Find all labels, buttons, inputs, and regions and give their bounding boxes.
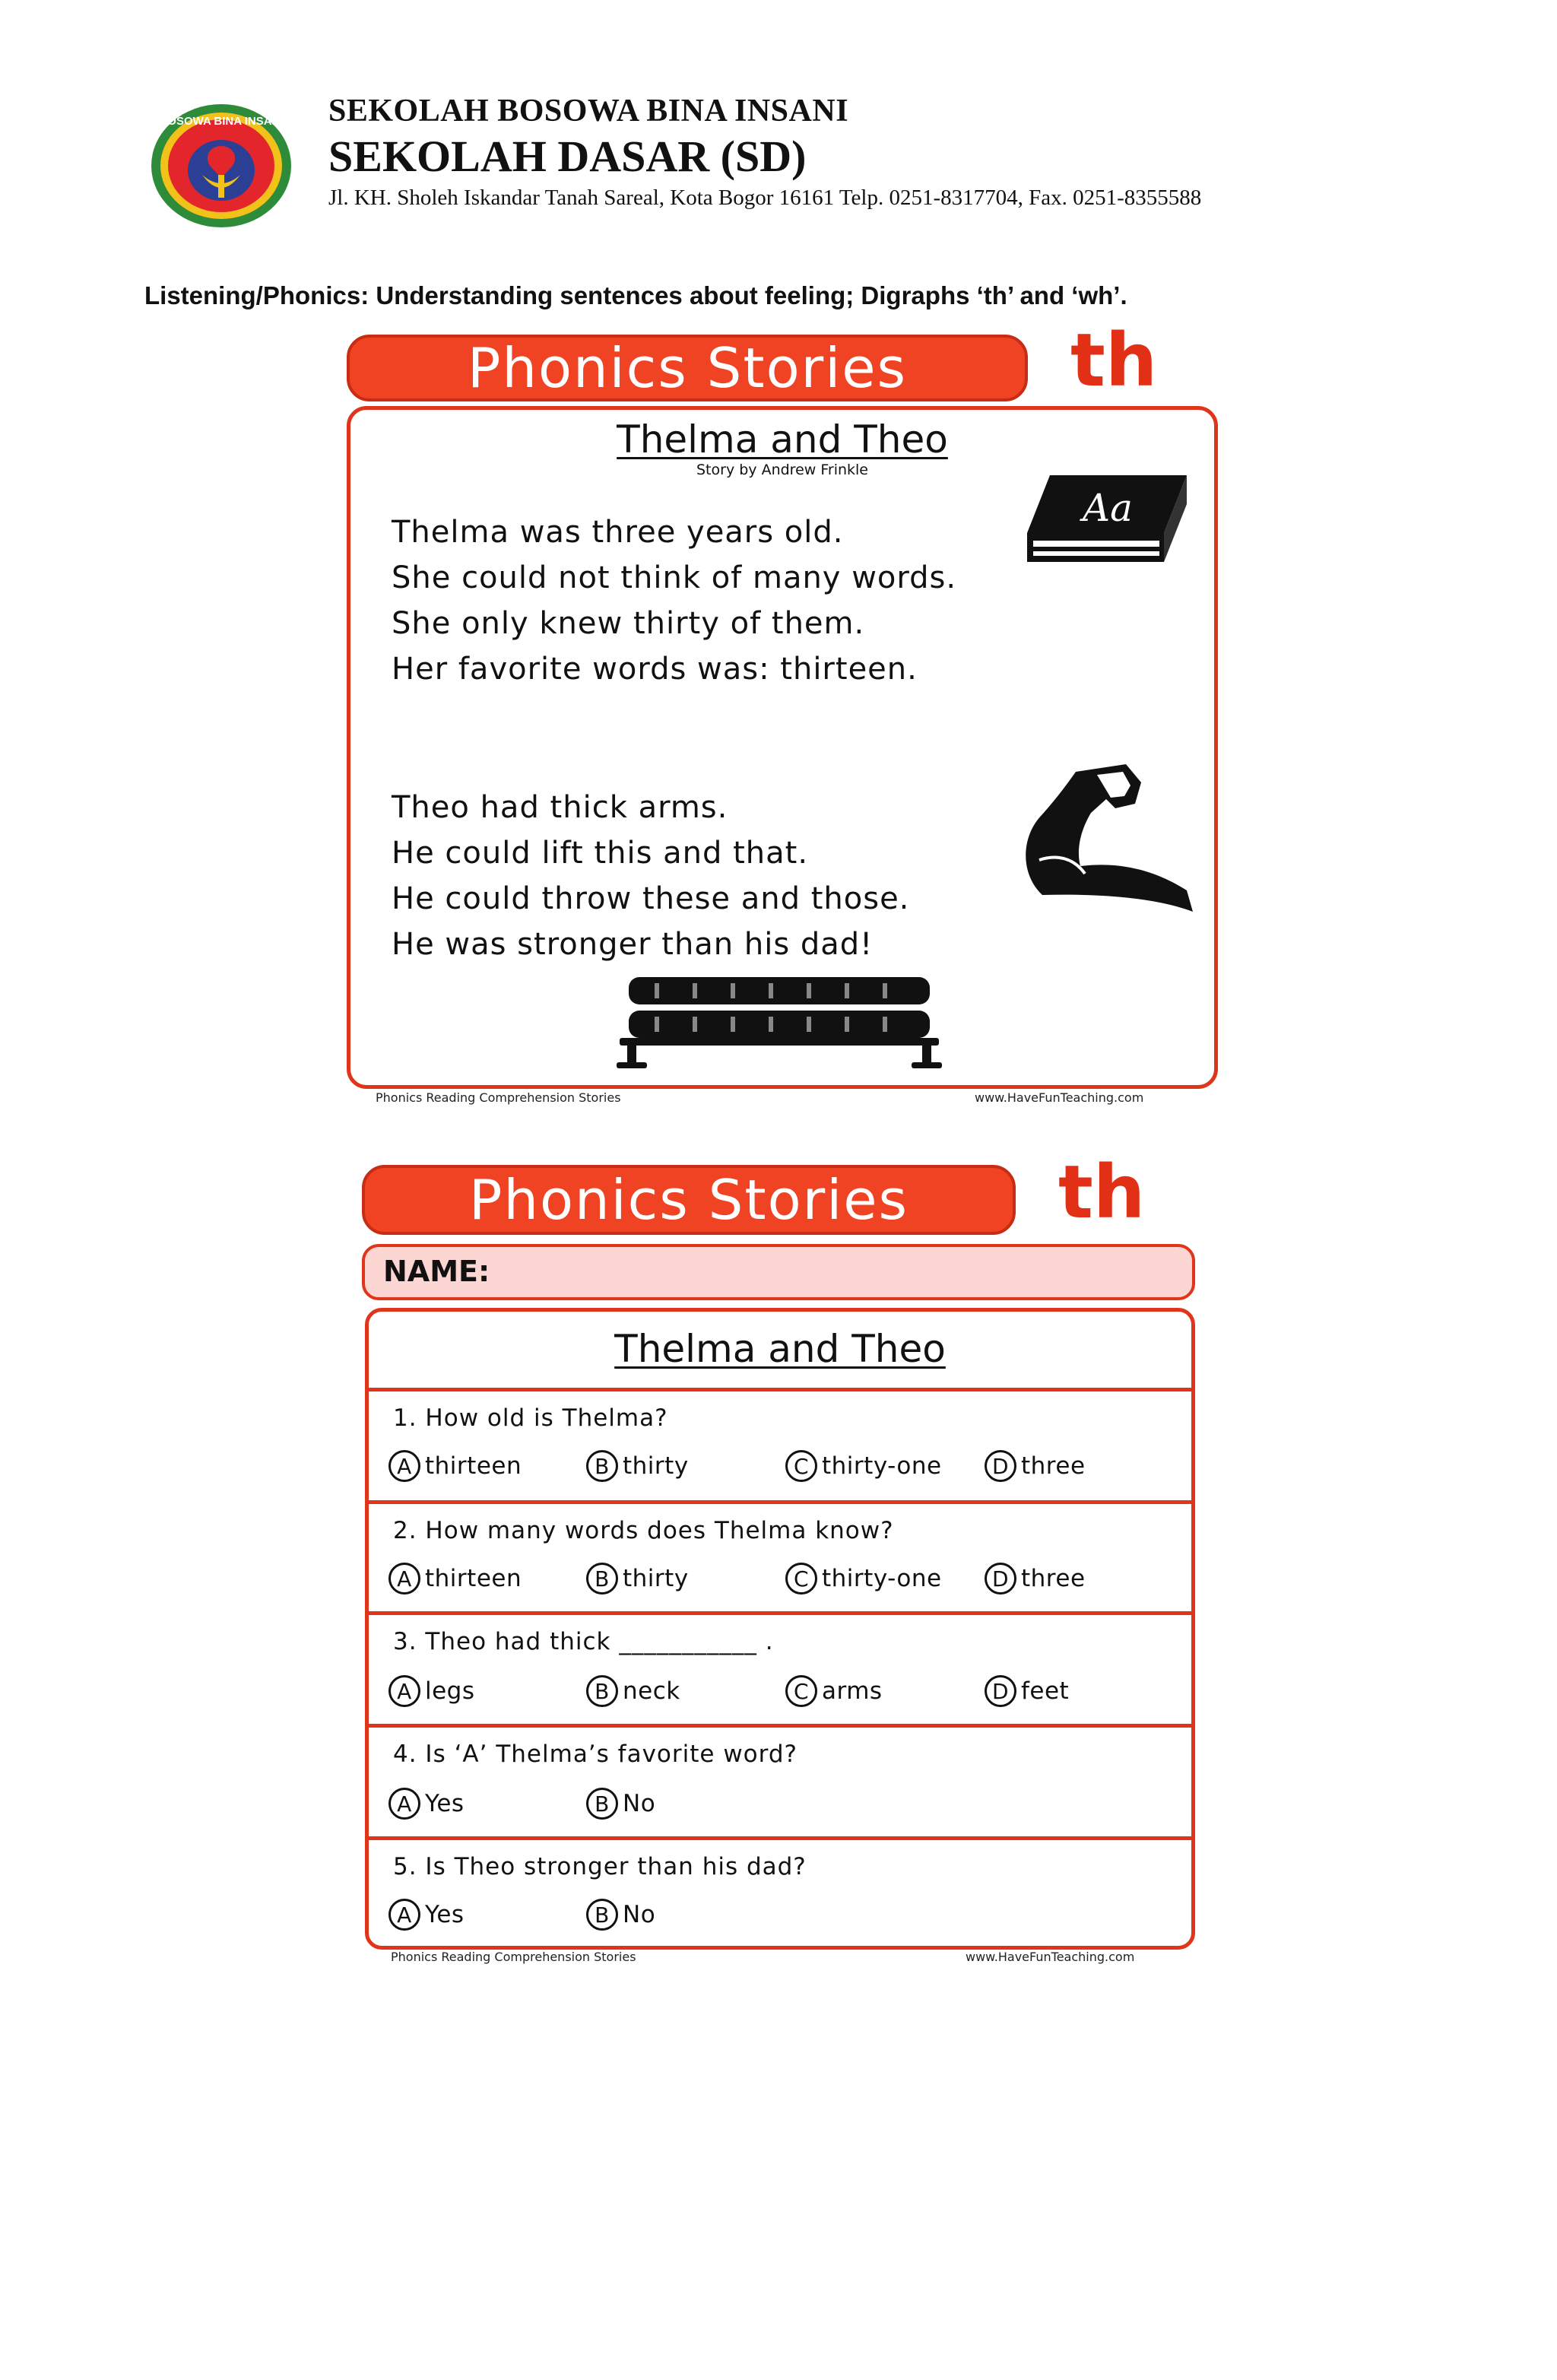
option-circle: D xyxy=(985,1563,1016,1595)
option-circle: C xyxy=(785,1675,817,1707)
option-label: thirteen xyxy=(425,1565,522,1592)
option-label: thirty xyxy=(623,1452,689,1480)
option-label: No xyxy=(623,1790,656,1817)
q2-option-b[interactable] xyxy=(586,1563,689,1595)
quiz-banner: Phonics Stories xyxy=(362,1165,1016,1235)
option-circle: C xyxy=(785,1563,817,1595)
q5-option-a[interactable] xyxy=(388,1899,465,1931)
option-circle: A xyxy=(388,1450,420,1482)
quiz-title: Thelma and Theo xyxy=(614,1327,946,1371)
question-5-text: 5. Is Theo stronger than his dad? xyxy=(393,1853,807,1880)
q1-option-c[interactable] xyxy=(785,1450,942,1482)
option-label: three xyxy=(1021,1452,1086,1480)
story-line: He was stronger than his dad! xyxy=(392,927,874,962)
option-circle: A xyxy=(388,1899,420,1931)
school-level: SEKOLAH DASAR (SD) xyxy=(328,132,807,181)
story-line: Thelma was three years old. xyxy=(392,515,844,550)
question-divider xyxy=(369,1836,1191,1840)
option-label: thirty xyxy=(623,1565,689,1592)
option-label: legs xyxy=(425,1677,475,1705)
story-footer-right: www.HaveFunTeaching.com xyxy=(975,1090,1144,1105)
story-line: She could not think of many words. xyxy=(392,560,957,595)
option-circle: C xyxy=(785,1450,817,1482)
option-label: three xyxy=(1021,1565,1086,1592)
question-divider xyxy=(369,1724,1191,1728)
option-circle: A xyxy=(388,1675,420,1707)
story-card xyxy=(347,406,1218,1089)
option-label: thirteen xyxy=(425,1452,522,1480)
option-circle: B xyxy=(586,1788,618,1820)
quiz-card xyxy=(365,1308,1195,1950)
option-label: neck xyxy=(623,1677,680,1705)
option-label: Yes xyxy=(425,1901,465,1928)
story-line: She only knew thirty of them. xyxy=(392,606,865,641)
option-label: Yes xyxy=(425,1790,465,1817)
option-circle: D xyxy=(985,1450,1016,1482)
q3-option-b[interactable] xyxy=(586,1675,680,1707)
q1-option-b[interactable] xyxy=(586,1450,689,1482)
q3-option-d[interactable] xyxy=(985,1675,1069,1707)
q2-option-c[interactable] xyxy=(785,1563,942,1595)
option-circle: B xyxy=(586,1563,618,1595)
dumbbell-rack-icon xyxy=(617,973,943,1071)
story-line: He could lift this and that. xyxy=(392,836,809,871)
story-footer-left: Phonics Reading Comprehension Stories xyxy=(376,1090,621,1105)
option-label: arms xyxy=(822,1677,883,1705)
story-line: Theo had thick arms. xyxy=(392,790,728,825)
q4-option-b[interactable] xyxy=(586,1788,655,1820)
question-divider xyxy=(369,1500,1191,1504)
muscle-arm-icon xyxy=(1012,760,1202,919)
option-circle: B xyxy=(586,1450,618,1482)
book-icon xyxy=(1023,468,1191,574)
question-3-text: 3. Theo had thick ___________ . xyxy=(393,1628,774,1655)
quiz-footer-left: Phonics Reading Comprehension Stories xyxy=(391,1950,636,1964)
q4-option-a[interactable] xyxy=(388,1788,465,1820)
option-circle: B xyxy=(586,1899,618,1931)
q3-option-a[interactable] xyxy=(388,1675,475,1707)
option-label: No xyxy=(623,1901,656,1928)
story-byline: Story by Andrew Frinkle xyxy=(696,462,868,478)
question-4-text: 4. Is ‘A’ Thelma’s favorite word? xyxy=(393,1741,798,1768)
q1-option-a[interactable] xyxy=(388,1450,522,1482)
name-label: NAME: xyxy=(383,1255,490,1288)
story-digraph: th xyxy=(1070,318,1158,403)
book-letters: Aa xyxy=(1083,486,1133,530)
q5-option-b[interactable] xyxy=(586,1899,655,1931)
story-banner: Phonics Stories xyxy=(347,335,1028,401)
q2-option-d[interactable] xyxy=(985,1563,1086,1595)
story-line: He could throw these and those. xyxy=(392,881,910,916)
question-divider xyxy=(369,1611,1191,1615)
question-2-text: 2. How many words does Thelma know? xyxy=(393,1517,894,1544)
q3-option-c[interactable] xyxy=(785,1675,883,1707)
option-circle: B xyxy=(586,1675,618,1707)
story-line: Her favorite words was: thirteen. xyxy=(392,652,918,687)
quiz-footer-right: www.HaveFunTeaching.com xyxy=(966,1950,1135,1964)
q2-option-a[interactable] xyxy=(388,1563,522,1595)
school-logo xyxy=(149,102,293,230)
option-label: thirty-one xyxy=(822,1565,942,1592)
option-circle: A xyxy=(388,1788,420,1820)
story-title: Thelma and Theo xyxy=(617,417,948,462)
logo-text: BOSOWA BINA INSANI xyxy=(159,115,284,128)
question-divider xyxy=(369,1388,1191,1392)
question-1-text: 1. How old is Thelma? xyxy=(393,1404,668,1432)
option-label: feet xyxy=(1021,1677,1070,1705)
name-field[interactable] xyxy=(362,1244,1195,1300)
option-circle: A xyxy=(388,1563,420,1595)
topic-heading: Listening/Phonics: Understanding sentences about feeling; Digraphs ‘th’ and ‘wh’. xyxy=(144,281,1127,309)
quiz-digraph: th xyxy=(1058,1150,1146,1235)
q1-option-d[interactable] xyxy=(985,1450,1086,1482)
school-address: Jl. KH. Sholeh Iskandar Tanah Sareal, Kota Bogor 16161 Telp. 0251-8317704, Fax. 0251-8355588 xyxy=(328,186,1202,210)
school-name: SEKOLAH BOSOWA BINA INSANI xyxy=(328,94,849,129)
option-circle: D xyxy=(985,1675,1016,1707)
option-label: thirty-one xyxy=(822,1452,942,1480)
